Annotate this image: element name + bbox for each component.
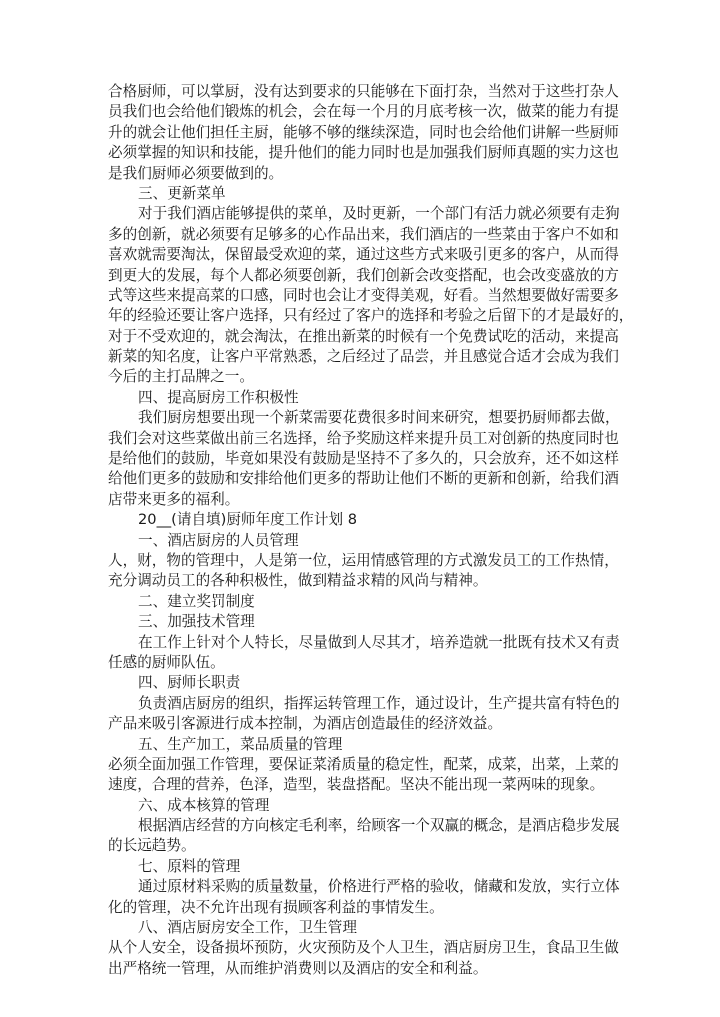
text-line: 产品来吸引客源进行成本控制，为酒店创造最佳的经济效益。 xyxy=(108,715,503,733)
text-line: 四、提高厨房工作积极性 xyxy=(138,388,299,406)
text-line: 在工作上针对个人特长，尽量做到人尽其才，培养造就一批既有技术又有责 xyxy=(138,633,620,651)
text-line: 八、酒店厨房安全工作，卫生管理 xyxy=(138,919,357,937)
text-line: 今后的主打品牌之一。 xyxy=(108,368,254,386)
text-line: 20__(请自填)厨师年度工作计划 8 xyxy=(138,511,358,529)
text-line: 从个人安全，设备损坏预防，火灾预防及个人卫生，酒店厨房卫生，食品卫生做 xyxy=(108,939,619,957)
text-line: 对于我们酒店能够提供的菜单，及时更新，一个部门有活力就必须要有走狗 xyxy=(138,205,620,223)
text-line: 新菜的知名度，让客户平常熟悉，之后经过了品尝，并且感觉合适才会成为我们 xyxy=(108,348,619,366)
text-line: 多的创新，就必须要有足够多的心作品出来，我们酒店的一些菜由于客户不如和 xyxy=(108,225,619,243)
text-line: 对于不受欢迎的，就会淘汰，在推出新菜的时候有一个免费试吃的活动，来提高 xyxy=(108,327,619,345)
text-line: 到更大的发展，每个人都必须要创新，我们创新会改变搭配，也会改变盛放的方 xyxy=(108,266,619,284)
text-line: 出严格统一管理，从而维护消费则以及酒店的安全和利益。 xyxy=(108,959,488,977)
text-line: 五、生产加工，菜品质量的管理 xyxy=(138,735,343,753)
text-line: 我们厨房想要出现一个新菜需要花费很多时间来研究，想要扔厨师都去做， xyxy=(138,409,620,427)
text-line: 的长远趋势。 xyxy=(108,837,196,855)
text-line: 喜欢就需要淘汰，保留最受欢迎的菜，通过这些方式来吸引更多的客户，从而得 xyxy=(108,246,619,264)
text-line: 三、加强技术管理 xyxy=(138,613,255,631)
text-line: 必须全面加强工作管理，要保证菜淆质量的稳定性，配菜，成菜，出菜，上菜的 xyxy=(108,755,619,773)
text-line: 式等这些来提高菜的口感，同时也会让才变得美观，好看。当然想要做好需要多 xyxy=(108,286,619,304)
text-line: 三、更新菜单 xyxy=(138,184,226,202)
text-line: 合格厨师，可以掌厨，没有达到要求的只能够在下面打杂，当然对于这些打杂人 xyxy=(108,83,619,100)
text-line: 人，财，物的管理中，人是第一位，运用情感管理的方式激发员工的工作热情， xyxy=(108,551,619,569)
text-line: 四、厨师长职责 xyxy=(138,674,241,692)
text-line: 任感的厨师队伍。 xyxy=(108,653,225,671)
text-line: 充分调动员工的各种积极性，做到精益求精的风尚与精神。 xyxy=(108,572,488,590)
text-line: 一、酒店厨房的人员管理 xyxy=(138,531,299,549)
text-line: 升的就会让他们担任主厨，能够不够的继续深造，同时也会给他们讲解一些厨师 xyxy=(108,123,619,141)
text-line: 二、建立奖罚制度 xyxy=(138,592,255,610)
document-body xyxy=(108,82,634,979)
text-line: 必须掌握的知识和技能，提升他们的能力同时也是加强我们厨师真题的实力这也 xyxy=(108,144,619,162)
text-line: 是给他们的鼓励，毕竟如果没有鼓励是坚持不了多久的，只会放弃，还不如这样 xyxy=(108,450,619,468)
text-line: 根据酒店经营的方向核定毛利率，给顾客一个双赢的概念，是酒店稳步发展 xyxy=(138,817,620,835)
text-line: 给他们更多的鼓励和安排给他们更多的帮助让他们不断的更新和创新，给我们酒 xyxy=(108,470,619,488)
text-line: 七、原料的管理 xyxy=(138,857,241,875)
text-line: 负责酒店厨房的组织，指挥运转管理工作，通过设计，生产提共富有特色的 xyxy=(138,694,620,712)
text-line: 店带来更多的福利。 xyxy=(108,490,240,508)
text-line: 我们会对这些菜做出前三名选择，给予奖励这样来提升员工对创新的热度同时也 xyxy=(108,429,619,447)
text-line: 员我们也会给他们锻炼的机会，会在每一个月的月底考核一次，做菜的能力有提 xyxy=(108,103,619,121)
text-line: 通过原材料采购的质量数量，价格进行严格的验收，储藏和发放，实行立体 xyxy=(138,878,620,896)
text-line: 速度，合理的营养，色泽，造型，装盘搭配。坚决不能出现一菜两味的现象。 xyxy=(108,776,605,794)
text-line: 是我们厨师必须要做到的。 xyxy=(108,164,284,182)
text-line: 六、成本核算的管理 xyxy=(138,796,270,814)
text-line: 年的经验还要让客户选择，只有经过了客户的选择和考验之后留下的才是最好的， xyxy=(108,307,634,325)
text-line: 化的管理，决不允许出现有损顾客利益的事情发生。 xyxy=(108,898,444,916)
